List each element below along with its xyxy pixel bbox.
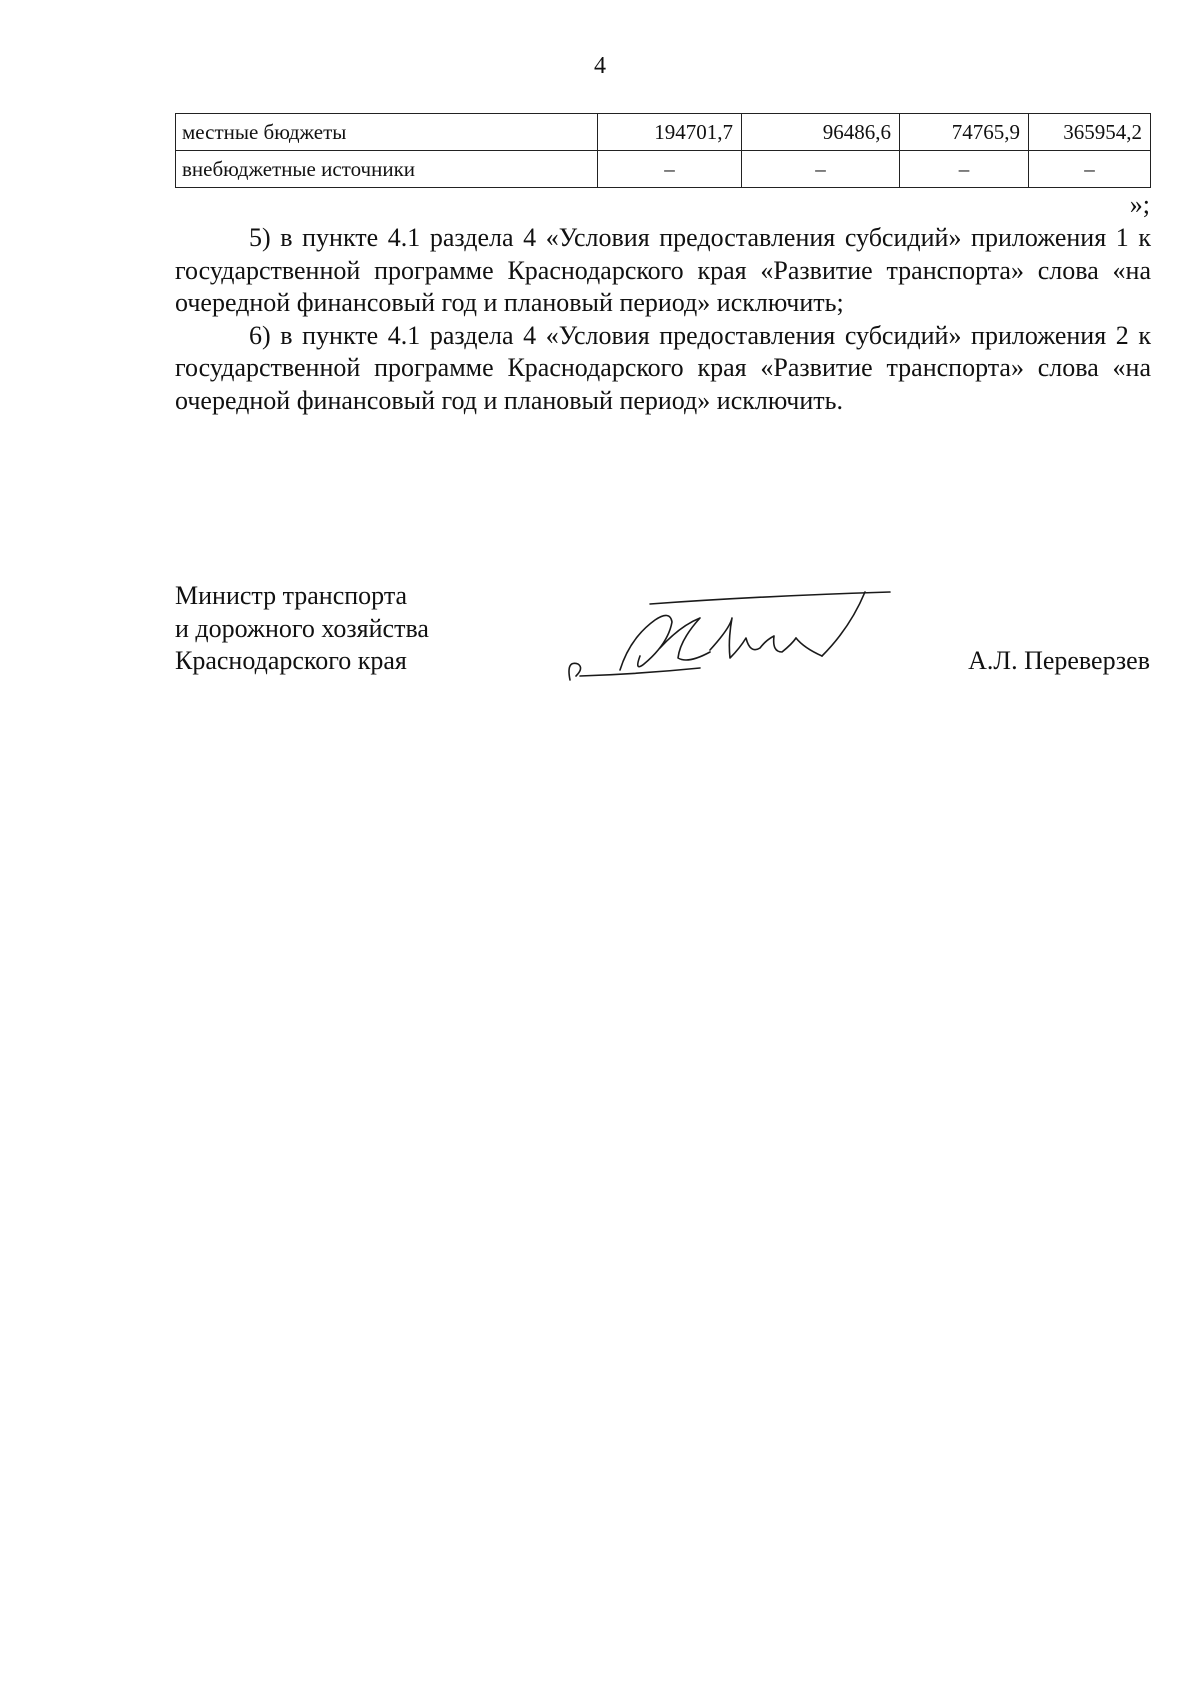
paragraph-6: 6) в пункте 4.1 раздела 4 «Условия предоставления субсидий» приложения 2 к государственной программе Краснодарского края «Развитие транспорта» слова «на очередной финансовый год и плановый период» исключить. bbox=[175, 320, 1151, 415]
signatory-name: А.Л. Переверзев bbox=[968, 646, 1150, 675]
closing-quote: »; bbox=[1129, 190, 1150, 219]
position-line: Министр транспорта bbox=[175, 581, 408, 610]
position-line: Краснодарского края bbox=[175, 646, 407, 675]
row-label: местные бюджеты bbox=[176, 114, 598, 151]
signatory-position bbox=[175, 580, 429, 678]
page-number: 4 bbox=[594, 53, 606, 79]
table-cell: 74765,9 bbox=[900, 114, 1029, 151]
signature-stroke bbox=[580, 668, 700, 676]
signature-stroke bbox=[710, 618, 796, 658]
budget-table bbox=[175, 113, 1151, 188]
row-label: внебюджетные источники bbox=[176, 151, 598, 188]
table-cell: – bbox=[598, 151, 742, 188]
table-cell: 365954,2 bbox=[1029, 114, 1151, 151]
paragraph-5: 5) в пункте 4.1 раздела 4 «Условия предоставления субсидий» приложения 1 к государственной программе Краснодарского края «Развитие транспорта» слова «на очередной финансовый год и плановый период» исключить; bbox=[175, 223, 1151, 317]
signature-stroke bbox=[650, 592, 890, 604]
table-row bbox=[176, 151, 1151, 188]
table-cell: 96486,6 bbox=[742, 114, 900, 151]
table-cell: – bbox=[900, 151, 1029, 188]
table-cell: – bbox=[1029, 151, 1151, 188]
table-cell: – bbox=[742, 151, 900, 188]
signature-stroke bbox=[660, 618, 710, 660]
position-line: и дорожного хозяйства bbox=[175, 613, 429, 643]
table-cell: 194701,7 bbox=[598, 114, 742, 151]
body-text bbox=[175, 222, 1151, 417]
signature-stroke bbox=[569, 663, 581, 680]
table-row bbox=[176, 114, 1151, 151]
handwritten-signature bbox=[560, 578, 900, 688]
signature-stroke bbox=[822, 592, 865, 656]
signature-stroke bbox=[796, 638, 822, 656]
